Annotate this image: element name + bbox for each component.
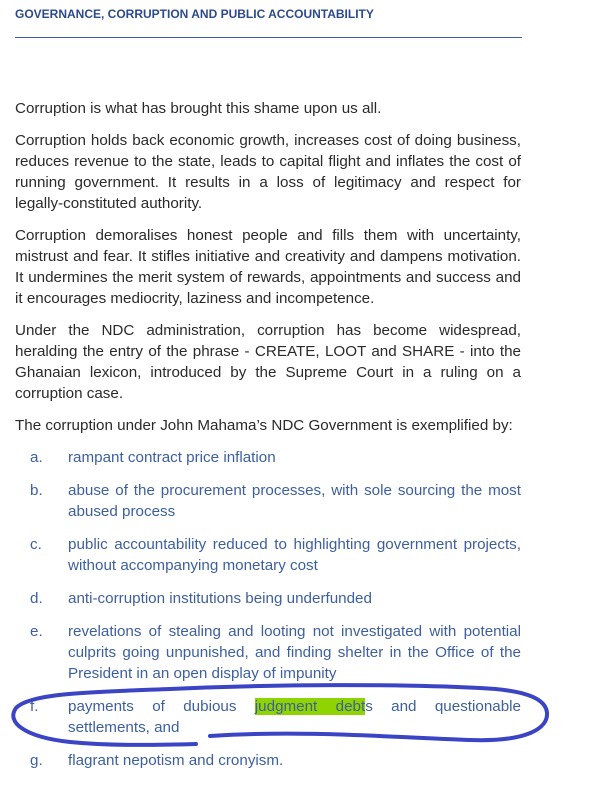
highlighted-phrase: judgment debt [254, 698, 366, 715]
list-item [15, 621, 521, 684]
list-item-highlighted [15, 696, 521, 738]
list-marker: b. [30, 482, 43, 499]
document-body [15, 98, 521, 783]
list-item [15, 534, 521, 576]
paragraph-3: Corruption demoralises honest people and fills them with uncertainty, mistrust and fear. It stifles initiative and creativity and dampens motivation. It undermines the merit system of rewards, appointments and success and it encourages mediocrity, laziness and incompetence. [15, 227, 521, 307]
list-item-text: revelations of stealing and looting not investigated with potential culprits going unpunished, and finding shelter in the Office of the President in an open display of impunity [68, 623, 521, 682]
list-item-text [68, 696, 521, 738]
header-divider [15, 37, 522, 38]
section-header: GOVERNANCE, CORRUPTION AND PUBLIC ACCOUNTABILITY [15, 7, 374, 21]
list-item [15, 447, 521, 468]
paragraph-4: Under the NDC administration, corruption has become widespread, heralding the entry of the phrase - CREATE, LOOT and SHARE - into the Ghanaian lexicon, introduced by the Supreme Court in a ruling on a corruption case. [15, 322, 521, 402]
list-item-text-after: s and questionable settlements, and [68, 698, 521, 736]
list-marker: f. [30, 698, 39, 715]
list-item [15, 750, 521, 771]
corruption-examples-list [15, 447, 521, 771]
paragraph-2: Corruption holds back economic growth, increases cost of doing business, reduces revenue to the state, leads to capital flight and inflates the cost of running government. It results in a loss of legitimacy and respect for legally-constituted authority. [15, 132, 521, 212]
list-marker: e. [30, 623, 43, 640]
list-item-text: public accountability reduced to highlighting government projects, without accompanying monetary cost [68, 536, 521, 574]
list-marker: c. [30, 536, 42, 553]
list-marker: g. [30, 752, 43, 769]
paragraph-1: Corruption is what has brought this shame upon us all. [15, 100, 382, 117]
list-item-text: abuse of the procurement processes, with sole sourcing the most abused process [68, 482, 521, 520]
list-item-text: rampant contract price inflation [68, 449, 276, 466]
list-item [15, 480, 521, 522]
paragraph-5: The corruption under John Mahama’s NDC Government is exemplified by: [15, 417, 513, 434]
list-item-text: anti-corruption institutions being underfunded [68, 590, 372, 607]
list-item-text-before: payments of dubious [68, 698, 255, 715]
list-item [15, 588, 521, 609]
list-marker: d. [30, 590, 43, 607]
list-marker: a. [30, 449, 43, 466]
list-item-text: flagrant nepotism and cronyism. [68, 752, 284, 769]
